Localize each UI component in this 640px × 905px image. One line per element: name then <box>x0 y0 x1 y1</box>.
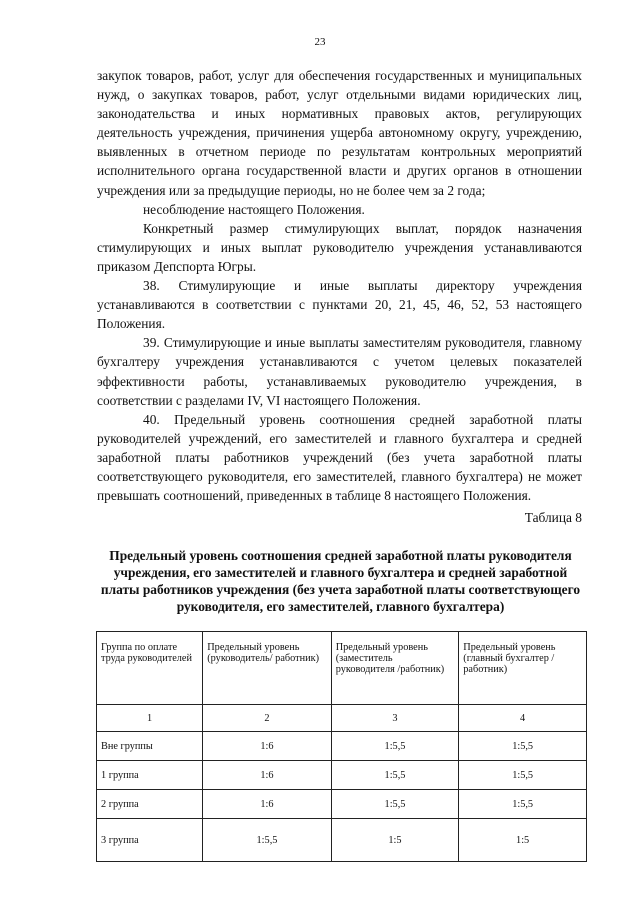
column-number: 2 <box>203 705 331 732</box>
ratio-cell: 1:5 <box>459 819 587 862</box>
group-cell: Вне группы <box>97 732 203 761</box>
table-header-row <box>97 632 587 705</box>
column-number: 3 <box>331 705 459 732</box>
paragraph-payment-order: Конкретный размер стимулирующих выплат, порядок назначения стимулирующих и иных выплат руководителю учреждения устанавливаются приказом Депспорта Югры. <box>97 220 582 274</box>
ratio-cell: 1:5,5 <box>331 790 459 819</box>
ratio-cell: 1:6 <box>203 790 331 819</box>
table-row <box>97 790 587 819</box>
header-group: Группа по оплате труда руководителей <box>97 632 203 705</box>
group-cell: 1 группа <box>97 761 203 790</box>
column-number-row <box>97 705 587 732</box>
table-row <box>97 819 587 862</box>
paragraph-38: 38. Стимулирующие и иные выплаты директору учреждения устанавливаются в соответствии с пунктами 20, 21, 45, 46, 52, 53 настоящего Положения. <box>97 278 582 332</box>
table-title: Предельный уровень соотношения средней заработной платы руководителя учреждения, его заместителей и главного бухгалтера и средней заработной платы работников учреждения (без учета заработной платы соответствующего руководителя, его заместителей, главного бухгалтера) <box>100 548 581 614</box>
page-number: 23 <box>314 36 326 48</box>
ratio-cell: 1:6 <box>203 761 331 790</box>
ratio-cell: 1:5 <box>331 819 459 862</box>
header-deputy-ratio: Предельный уровень (заместитель руководителя /работник) <box>331 632 459 705</box>
group-cell: 2 группа <box>97 790 203 819</box>
header-director-ratio: Предельный уровень (руководитель/ работник) <box>203 632 331 705</box>
body-text <box>97 66 582 505</box>
ratio-table <box>96 631 587 862</box>
header-accountant-ratio: Предельный уровень (главный бухгалтер /работник) <box>459 632 587 705</box>
paragraph-noncompliance: несоблюдение настоящего Положения. <box>143 201 365 217</box>
table-row <box>97 732 587 761</box>
paragraph-violations: закупок товаров, работ, услуг для обеспечения государственных и муниципальных нужд, о закупках товаров, работ, услуг отдельными видами юридических лиц, законодательства и иных нормативных правовых актов, регулирующих деятельность учреждения, причинения ущерба автономному округу, учреждению, выявленных в отчетном периоде по результатам контрольных мероприятий исполнительного органа государственной власти и других органов в отношении учреждения или за предыдущие периоды, но не более чем за 2 года; <box>97 68 582 198</box>
ratio-cell: 1:5,5 <box>459 732 587 761</box>
table-caption: Таблица 8 <box>524 510 582 525</box>
ratio-cell: 1:5,5 <box>331 732 459 761</box>
paragraph-40: 40. Предельный уровень соотношения средней заработной платы руководителей учреждений, его заместителей и главного бухгалтера и средней заработной платы работников учреждений (без учета заработной платы соответствующего руководителя, его заместителей, главного бухгалтера) не может превышать соотношений, приведенных в таблице 8 настоящего Положения. <box>97 411 582 504</box>
table-row <box>97 761 587 790</box>
group-cell: 3 группа <box>97 819 203 862</box>
ratio-cell: 1:5,5 <box>203 819 331 862</box>
ratio-cell: 1:5,5 <box>331 761 459 790</box>
ratio-cell: 1:5,5 <box>459 761 587 790</box>
column-number: 4 <box>459 705 587 732</box>
column-number: 1 <box>97 705 203 732</box>
ratio-cell: 1:6 <box>203 732 331 761</box>
paragraph-39: 39. Стимулирующие и иные выплаты заместителям руководителя, главному бухгалтеру учреждения устанавливаются с учетом целевых показателей эффективности работы, устанавливаемых руководителю учреждения, в соответствии с разделами IV, VI настоящего Положения. <box>97 335 582 408</box>
ratio-cell: 1:5,5 <box>459 790 587 819</box>
